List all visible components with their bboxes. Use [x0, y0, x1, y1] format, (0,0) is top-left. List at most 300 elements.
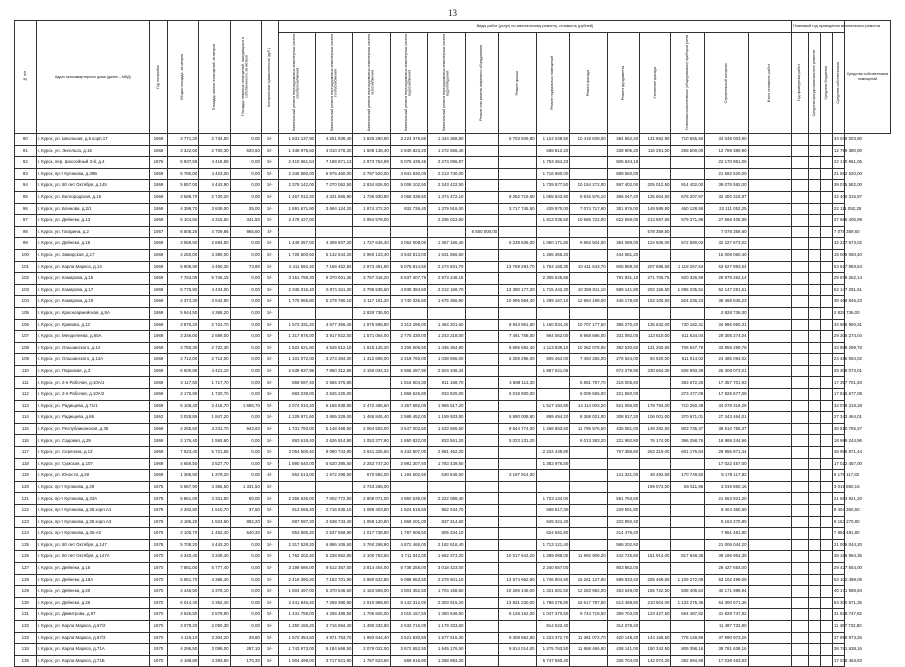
- row-total-area: 4 340,40: [167, 551, 198, 563]
- row-work-cost: 31 828 747,82: [705, 609, 748, 621]
- row-year: 1962: [149, 412, 167, 424]
- row-work-cost: [465, 644, 499, 656]
- row-work-cost: 131 882,90: [640, 134, 671, 146]
- row-work-cost: [465, 145, 499, 157]
- row-funds: 39 468 845,23: [832, 296, 844, 308]
- row-plan-owners: [820, 215, 832, 227]
- row-year: 1968: [149, 145, 167, 157]
- row-plan-year: [748, 180, 791, 192]
- row-total-area: 1 385,50: [167, 470, 198, 482]
- row-work-cost: 3 313 296,00: [390, 319, 427, 331]
- row-work-cost: 3 068 338,50: [390, 191, 427, 203]
- row-work-cost: 1 101 072,00: [278, 354, 315, 366]
- row-work-cost: 3 716 594,40: [316, 620, 353, 632]
- row-number: 118: [15, 458, 37, 470]
- row-work-cost: 2 153 559,00: [353, 586, 390, 598]
- row-year: 1969: [149, 307, 167, 319]
- row-owners-area: 0,00: [230, 609, 261, 621]
- row-work-cost: [465, 389, 499, 401]
- row-plan-year: [748, 586, 791, 598]
- row-work-cost: 364 089,00: [607, 238, 640, 250]
- table-row: [15, 215, 891, 227]
- row-funds: 29 427 654,00: [832, 562, 844, 574]
- row-work-cost: 6 976 460,00: [316, 168, 353, 180]
- row-plan-year: [748, 620, 791, 632]
- row-work-cost: [671, 562, 705, 574]
- header-plan: Средства бюджетов: [820, 33, 832, 134]
- row-work-cost: 562 513,00: [278, 470, 315, 482]
- row-work-cost: [640, 377, 671, 389]
- row-work-cost: [465, 238, 499, 250]
- row-address: г. Курск, пр-т Кулакова, д.39Б: [36, 168, 149, 180]
- row-funds: 53 102 499,09: [832, 574, 844, 586]
- row-address: г. Курск, ул. Димитрова, д.97: [36, 609, 149, 621]
- row-work-cost: 359 703,00: [607, 609, 640, 621]
- row-work-cost: 7 850 312,86: [316, 365, 353, 377]
- row-work-cost: 170 749,82: [671, 470, 705, 482]
- row-plan-owners: [820, 307, 832, 319]
- row-work-cost: 6 637 407,75: [390, 273, 427, 285]
- row-number: 90: [15, 134, 37, 146]
- row-work-cost: 1 159 933,80: [428, 412, 465, 424]
- row-owners-area: 0,00: [230, 180, 261, 192]
- row-funds: 29 879 262,14: [832, 273, 844, 285]
- row-year: 1979: [149, 505, 167, 517]
- row-plan-fund: [791, 180, 808, 192]
- row-contribution: 5/-: [261, 516, 278, 528]
- row-owners-area: 0,00: [230, 249, 261, 261]
- row-work-cost: 17 357 701,93: [705, 377, 748, 389]
- row-plan-year: [748, 644, 791, 656]
- row-work-cost: 1 258 893,20: [428, 655, 465, 667]
- row-plan-budget: [808, 574, 820, 586]
- row-work-cost: 5 565 287,90: [390, 365, 427, 377]
- row-work-cost: [465, 458, 499, 470]
- row-plan-owners: [820, 319, 832, 331]
- row-plan-budget: [808, 319, 820, 331]
- row-work-cost: [465, 319, 499, 331]
- row-work-cost: 230 664,30: [640, 365, 671, 377]
- row-work-cost: [499, 168, 536, 180]
- row-number: 108: [15, 342, 37, 354]
- row-work-cost: 1 374 472,10: [428, 191, 465, 203]
- row-work-cost: 396 258,76: [671, 435, 705, 447]
- table-row: [15, 539, 891, 551]
- row-work-cost: 1 265 366,20: [536, 249, 570, 261]
- table-row: [15, 620, 891, 632]
- table-row: [15, 400, 891, 412]
- row-work-cost: [671, 249, 705, 261]
- row-work-cost: 8 943 961,60: [499, 319, 536, 331]
- row-work-cost: [640, 620, 671, 632]
- row-work-cost: [671, 458, 705, 470]
- row-work-cost: 1 890 540,00: [278, 458, 315, 470]
- row-plan-budget: [808, 191, 820, 203]
- row-work-cost: 883 618,40: [278, 435, 315, 447]
- header-contributions: Контрольные суммы взносов (руб.): [261, 21, 278, 134]
- row-work-cost: 1 631 856,60: [428, 249, 465, 261]
- row-owners-area: 0,00: [230, 470, 261, 482]
- row-funds: 33 859 299,78: [832, 342, 844, 354]
- row-work-cost: 5 703 929,80: [499, 134, 536, 146]
- row-work-cost: 4 331 566,90: [316, 191, 353, 203]
- row-number: 110: [15, 365, 37, 377]
- row-owners-area: 0,00: [230, 191, 261, 203]
- row-work-cost: 2 910 969,60: [353, 597, 390, 609]
- row-work-cost: [499, 481, 536, 493]
- row-work-cost: [465, 354, 499, 366]
- row-work-cost: 1 465 845,40: [353, 412, 390, 424]
- row-work-cost: 1 379 916,00: [428, 203, 465, 215]
- row-work-cost: 3 643 813,00: [390, 249, 427, 261]
- row-work-cost: 1 321 501,50: [536, 586, 570, 598]
- row-work-cost: 6 500 000,00: [465, 226, 499, 238]
- row-work-cost: [570, 516, 607, 528]
- row-plan-year: [748, 238, 791, 250]
- row-work-cost: [465, 134, 499, 146]
- row-work-cost: [640, 516, 671, 528]
- row-work-cost: [465, 157, 499, 169]
- row-work-cost: 2 743 265,00: [353, 481, 390, 493]
- row-work-cost: 5 184 668,50: [316, 644, 353, 656]
- row-work-cost: 1 150 934,40: [536, 319, 570, 331]
- row-living-area: 1 378,20: [199, 470, 230, 482]
- row-owners-area: 0,00: [230, 157, 261, 169]
- row-plan-budget: [808, 261, 820, 273]
- row-plan-year: [748, 284, 791, 296]
- row-contribution: 5/-: [261, 435, 278, 447]
- row-work-cost: 3 711 042,00: [390, 551, 427, 563]
- row-work-cost: 5 370 546,50: [316, 586, 353, 598]
- row-owners-area: 0,00: [230, 551, 261, 563]
- row-work-cost: 2 834 826,00: [353, 180, 390, 192]
- row-work-cost: 828 693,39: [671, 365, 705, 377]
- row-plan-budget: [808, 609, 820, 621]
- row-owners-area: 882,20: [230, 516, 261, 528]
- row-work-cost: 1 704 158,50: [428, 586, 465, 598]
- row-work-cost: 1 816 604,30: [390, 377, 427, 389]
- row-work-cost: 2 345 015,40: [278, 284, 315, 296]
- row-total-area: 7 523,40: [167, 447, 198, 459]
- row-owners-area: 39,80: [230, 632, 261, 644]
- row-funds: 27 343 464,01: [832, 412, 844, 424]
- row-contribution: 5/-: [261, 157, 278, 169]
- row-work-cost: [499, 493, 536, 505]
- row-work-cost: 13 574 962,90: [499, 574, 536, 586]
- row-plan-budget: [808, 493, 820, 505]
- table-row: [15, 145, 891, 157]
- row-plan-owners: [820, 447, 832, 459]
- row-living-area: 2 050,30: [199, 620, 230, 632]
- row-work-cost: 914 522,40: [536, 620, 570, 632]
- row-work-cost: 5 620 395,50: [316, 458, 353, 470]
- table-row: [15, 354, 891, 366]
- row-work-cost: 2 274 831,70: [428, 261, 465, 273]
- row-total-area: 5 906,90: [167, 261, 198, 273]
- row-work-cost: 589 141,80: [607, 284, 640, 296]
- row-work-cost: 2 589 452,00: [390, 412, 427, 424]
- row-plan-owners: [820, 470, 832, 482]
- row-work-cost: 10 017 643,20: [499, 551, 536, 563]
- row-work-cost: 1 645 176,50: [428, 644, 465, 656]
- row-work-cost: 135 632,00: [640, 319, 671, 331]
- row-work-cost: 767 386,80: [607, 447, 640, 459]
- row-total-area: 8 505,25: [167, 226, 198, 238]
- row-work-cost: [640, 562, 671, 574]
- row-address: г. Курск, ул. Сумская, д.107: [36, 458, 149, 470]
- row-work-cost: [607, 458, 640, 470]
- row-plan-fund: [791, 134, 808, 146]
- row-total-area: 4 295,50: [167, 644, 198, 656]
- row-living-area: 2 734,50: [199, 134, 230, 146]
- row-plan-budget: [808, 307, 820, 319]
- header-work: Капитальный ремонт внутридомовых инженерных систем газоснабжения: [353, 33, 390, 134]
- row-plan-fund: [791, 597, 808, 609]
- row-work-cost: 3 655 329,00: [316, 412, 353, 424]
- row-plan-budget: [808, 365, 820, 377]
- row-work-cost: 2 340 657,00: [536, 562, 570, 574]
- row-address: г. Курск, ул. Комарова, д.19: [36, 296, 149, 308]
- row-work-cost: 39 186 964,35: [705, 551, 748, 563]
- row-work-cost: [465, 296, 499, 308]
- row-plan-budget: [808, 157, 820, 169]
- row-plan-owners: [820, 516, 832, 528]
- row-work-cost: 672 279,96: [607, 365, 640, 377]
- row-work-cost: 17 825 677,08: [705, 389, 748, 401]
- row-work-cost: 859 697,40: [278, 377, 315, 389]
- row-year: 1969: [149, 319, 167, 331]
- row-plan-fund: [791, 423, 808, 435]
- row-work-cost: 605 634,18: [607, 157, 640, 169]
- row-work-cost: 2 716 635,10: [316, 505, 353, 517]
- row-work-cost: 4 941 830,00: [390, 168, 427, 180]
- row-work-cost: 2 074 010,40: [278, 400, 315, 412]
- row-living-area: 3 639,00: [199, 203, 230, 215]
- row-number: 127: [15, 562, 37, 574]
- row-contribution: 4/-: [261, 226, 278, 238]
- row-work-cost: [465, 586, 499, 598]
- row-contribution: 5/-: [261, 481, 278, 493]
- row-funds: 12 789 380,90: [832, 145, 844, 157]
- row-plan-year: [748, 481, 791, 493]
- row-plan-budget: [808, 505, 820, 517]
- row-work-cost: [570, 447, 607, 459]
- row-work-cost: 16 617 787,60: [570, 597, 607, 609]
- row-plan-owners: [820, 145, 832, 157]
- row-contribution: 5/-: [261, 249, 278, 261]
- row-work-cost: 2 213 740,00: [428, 168, 465, 180]
- header-work: Капитальный ремонт внутридомовых инженерных систем теплоснабжения: [316, 33, 353, 134]
- row-work-cost: 2 828 736,00: [353, 307, 390, 319]
- row-work-cost: 1 289 088,00: [536, 551, 570, 563]
- row-contribution: 5/-: [261, 203, 278, 215]
- row-work-cost: 438 141,00: [607, 644, 640, 656]
- row-work-cost: 649 321,40: [536, 516, 570, 528]
- row-plan-budget: [808, 203, 820, 215]
- row-work-cost: 10 269 446,00: [499, 586, 536, 598]
- row-work-cost: 4 872 465,00: [390, 539, 427, 551]
- row-plan-budget: [808, 620, 820, 632]
- row-living-area: 2 712,00: [199, 354, 230, 366]
- row-work-cost: 2 960 133,40: [353, 249, 390, 261]
- row-funds: 24 485 094,02: [832, 354, 844, 366]
- row-work-cost: 899 494,20: [536, 412, 570, 424]
- page-number: 13: [448, 8, 457, 18]
- row-total-area: 4 656,50: [167, 458, 198, 470]
- row-owners-area: 0,00: [230, 238, 261, 250]
- row-work-cost: 2 100 753,60: [353, 551, 390, 563]
- row-address: г. Курск, пр-т Кулакова, д.35 корп.А3: [36, 516, 149, 528]
- row-living-area: 2 579,90: [199, 609, 230, 621]
- row-contribution: 5/-: [261, 307, 278, 319]
- header-work: Ремонт или замена лифтового оборудования: [465, 33, 499, 134]
- row-work-cost: 29 427 654,00: [705, 562, 748, 574]
- row-work-cost: 676 207,97: [671, 191, 705, 203]
- row-work-cost: 5 238 862,80: [316, 551, 353, 563]
- row-plan-fund: [791, 620, 808, 632]
- row-work-cost: 862 034,70: [428, 505, 465, 517]
- row-work-cost: 8 404 360,60: [705, 505, 748, 517]
- row-plan-fund: [791, 516, 808, 528]
- table-row: [15, 307, 891, 319]
- row-work-cost: 434 581,20: [607, 249, 640, 261]
- row-work-cost: [536, 470, 570, 482]
- row-work-cost: [570, 505, 607, 517]
- table-row: [15, 481, 891, 493]
- row-work-cost: 613 468,80: [607, 597, 640, 609]
- row-year: 1969: [149, 400, 167, 412]
- row-work-cost: 27 666 405,99: [705, 215, 748, 227]
- row-work-cost: 4 888 113,20: [499, 377, 536, 389]
- row-work-cost: 2 212 169,70: [428, 284, 465, 296]
- row-year: 1969: [149, 331, 167, 343]
- row-plan-owners: [820, 400, 832, 412]
- row-year: 1970: [149, 655, 167, 667]
- row-work-cost: 710 555,50: [671, 134, 705, 146]
- row-address: г. Курск, ул. Карла Маркса, д.67/2: [36, 620, 149, 632]
- row-work-cost: [465, 470, 499, 482]
- row-work-cost: 1 874 272,20: [353, 203, 390, 215]
- row-total-area: 2 175,90: [167, 389, 198, 401]
- row-work-cost: 1 956 517,20: [428, 400, 465, 412]
- row-plan-year: [748, 249, 791, 261]
- header-total-area: Общая площадь, кв.метров: [167, 21, 198, 134]
- row-owners-area: 0,00: [230, 365, 261, 377]
- table-row: [15, 389, 891, 401]
- row-plan-owners: [820, 249, 832, 261]
- row-owners-area: 0,00: [230, 331, 261, 343]
- row-work-cost: 222 992,40: [607, 516, 640, 528]
- row-work-cost: 460 128,55: [671, 203, 705, 215]
- row-work-cost: [465, 412, 499, 424]
- row-work-cost: 9 915 576,10: [570, 191, 607, 203]
- row-work-cost: [671, 620, 705, 632]
- row-plan-budget: [808, 400, 820, 412]
- row-work-cost: 586 202,60: [607, 539, 640, 551]
- row-work-cost: 803 862,00: [607, 562, 640, 574]
- row-work-cost: [640, 157, 671, 169]
- row-work-cost: 597 402,00: [607, 180, 640, 192]
- row-year: 1969: [149, 249, 167, 261]
- row-work-cost: [465, 215, 499, 227]
- row-work-cost: 2 305 625,85: [536, 273, 570, 285]
- row-address: г. Курск, ул. Энгельса, д.16: [36, 145, 149, 157]
- row-work-cost: 1 825 260,80: [353, 134, 390, 146]
- row-year: 1970: [149, 644, 167, 656]
- table-row: [15, 249, 891, 261]
- row-work-cost: 25 308 073,01: [705, 365, 748, 377]
- row-living-area: 4 418,59: [199, 157, 230, 169]
- row-work-cost: [465, 191, 499, 203]
- row-work-cost: 6 238 636,00: [499, 238, 536, 250]
- row-work-cost: 131 260,50: [640, 342, 671, 354]
- row-work-cost: 3 197 914,00: [499, 470, 536, 482]
- row-work-cost: 2 336 023,50: [428, 215, 465, 227]
- row-work-cost: [390, 481, 427, 493]
- header-plan-group: Плановый год проведения капитального ремонта: [791, 21, 844, 33]
- row-work-cost: 33 859 299,78: [705, 342, 748, 354]
- row-contribution: 5/-: [261, 562, 278, 574]
- row-plan-fund: [791, 377, 808, 389]
- row-work-cost: 52 147 291,51: [705, 284, 748, 296]
- row-contribution: 5/-: [261, 574, 278, 586]
- row-work-cost: 664 487,82: [671, 609, 705, 621]
- table-row: [15, 655, 891, 667]
- header-plan: Средства собственников: [832, 33, 844, 134]
- row-funds: 34 078 319,28: [832, 400, 844, 412]
- row-plan-year: [748, 203, 791, 215]
- row-total-area: 5 780,00: [167, 168, 198, 180]
- row-work-cost: 420 148,20: [607, 632, 640, 644]
- row-year: 1957: [149, 226, 167, 238]
- row-work-cost: 2 317 529,20: [278, 539, 315, 551]
- table-row: [15, 238, 891, 250]
- row-work-cost: 15 009 060,40: [705, 249, 748, 261]
- header-year: Год постройки: [149, 21, 167, 134]
- header-work: Ремонт фундамента: [607, 33, 640, 134]
- row-work-cost: 5 023 131,20: [499, 435, 536, 447]
- row-living-area: 3 231,70: [199, 423, 230, 435]
- row-contribution: 5/-: [261, 620, 278, 632]
- row-plan-fund: [791, 273, 808, 285]
- row-owners-area: 0,00: [230, 620, 261, 632]
- row-plan-budget: [808, 331, 820, 343]
- row-address: г. Курск, ул. 2-я Рабочая, д.10А/2: [36, 389, 149, 401]
- row-number: 114: [15, 412, 37, 424]
- row-funds: 8 178 117,82: [832, 470, 844, 482]
- row-living-area: 4 331,50: [199, 493, 230, 505]
- row-address: г. Курск, ул. Дейнеки, д.13: [36, 215, 149, 227]
- row-work-cost: 672 680,02: [671, 238, 705, 250]
- row-work-cost: 1 867 521,06: [536, 365, 570, 377]
- row-plan-fund: [791, 342, 808, 354]
- row-work-cost: [316, 481, 353, 493]
- row-work-cost: [390, 226, 427, 238]
- header-address: Адрес многоквартирного дома (далее – МКД): [36, 21, 149, 134]
- row-work-cost: 10 154 272,00: [570, 180, 607, 192]
- row-work-cost: 40 171 988,94: [705, 586, 748, 598]
- row-work-cost: 1 860 822,00: [390, 435, 427, 447]
- row-plan-fund: [791, 145, 808, 157]
- row-work-cost: 1 787 623,60: [353, 655, 390, 667]
- row-work-cost: [607, 226, 640, 238]
- row-work-cost: 370 671,01: [671, 412, 705, 424]
- row-plan-year: [748, 273, 791, 285]
- row-funds: 38 510 755,37: [832, 423, 844, 435]
- row-year: 1969: [149, 423, 167, 435]
- row-plan-fund: [791, 574, 808, 586]
- row-work-cost: 2 416 390,20: [278, 574, 315, 586]
